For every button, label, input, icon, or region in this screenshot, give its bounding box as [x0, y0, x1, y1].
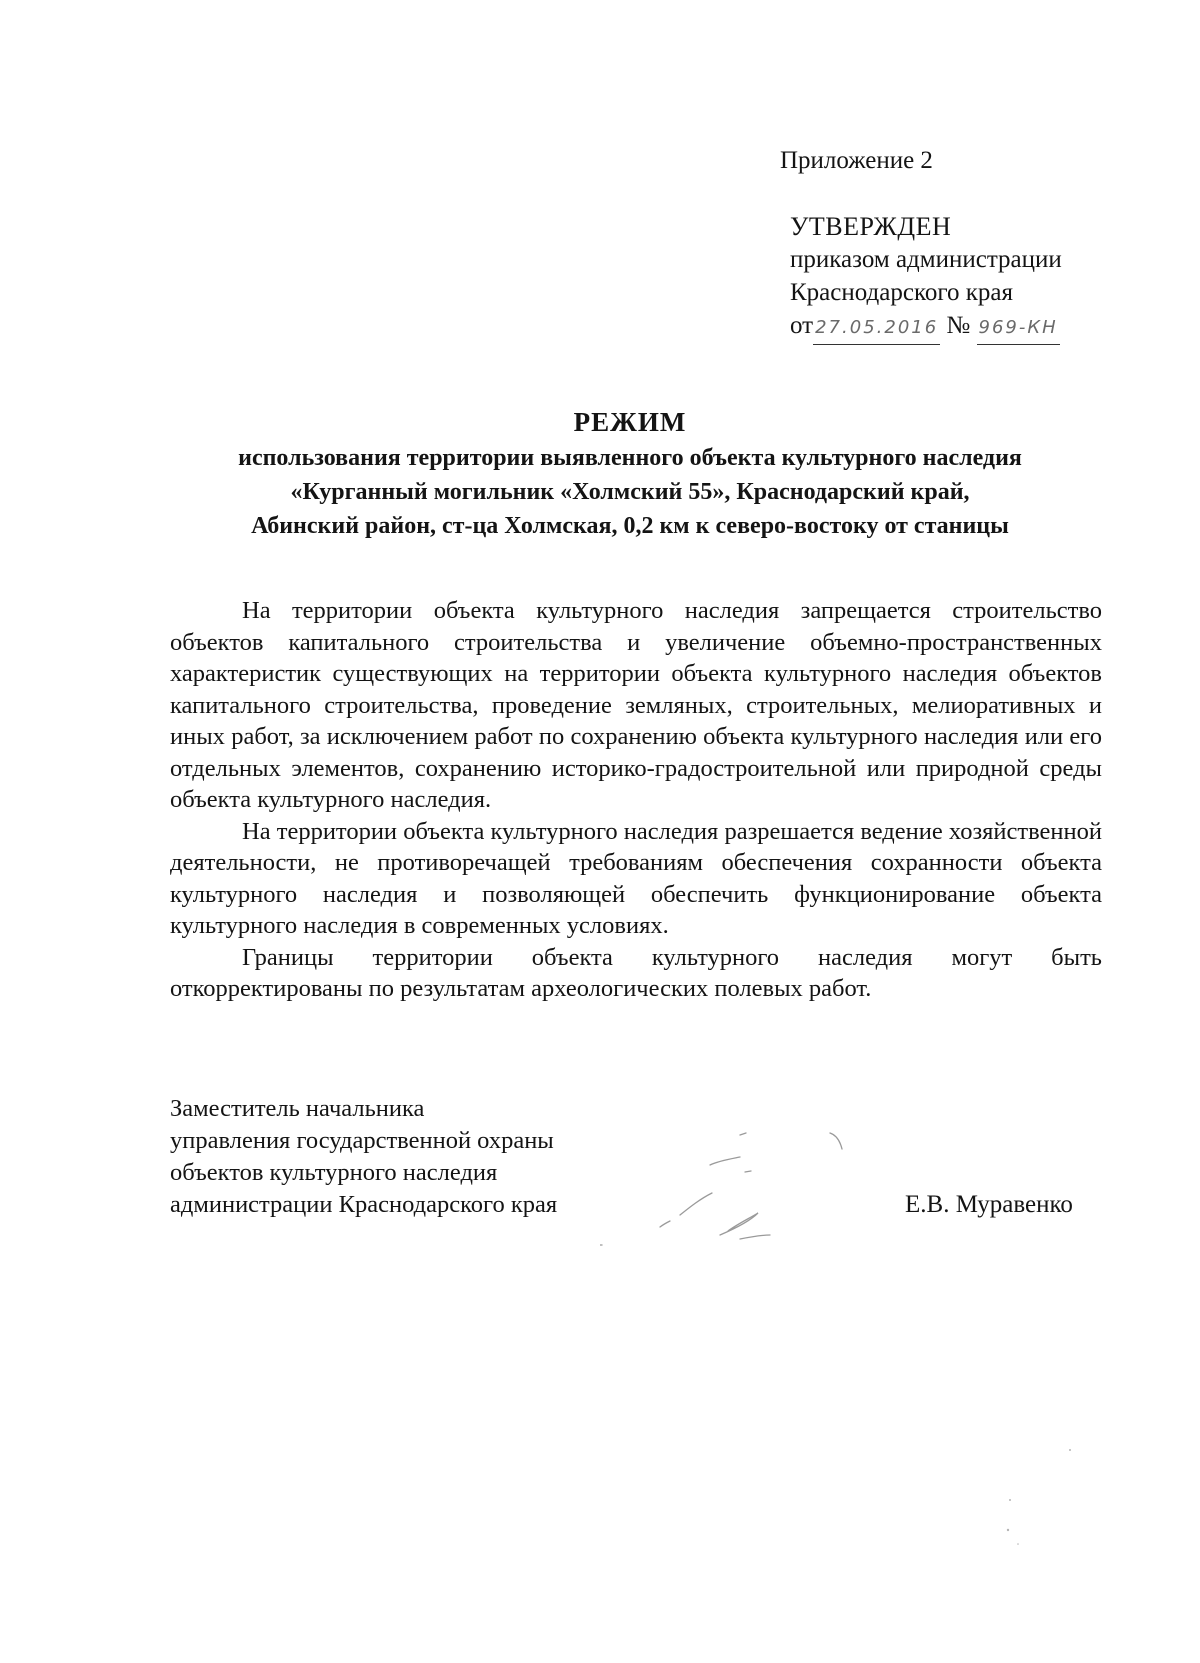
date-prefix: от	[790, 312, 814, 339]
title-line-2: «Курганный могильник «Холмский 55», Краснодарский край,	[290, 479, 970, 505]
document-body	[170, 595, 1102, 1005]
approval-line-2: Краснодарского края	[790, 279, 1013, 306]
body-paragraph-2: На территории объекта культурного наследия разрешается ведение хозяйственной деятельности, не противоречащей требованиям обеспечения сохранности объекта культурного наследия и позволяющей обеспечить функционирование объекта культурного наследия в современных условиях.	[170, 817, 1102, 939]
position-line-1: Заместитель начальника	[170, 1095, 425, 1122]
approval-stamp-block	[790, 210, 1062, 345]
position-line-3: объектов культурного наследия	[170, 1159, 498, 1186]
appendix-label: Приложение 2	[780, 147, 933, 174]
number-prefix: №	[946, 312, 971, 339]
body-paragraph-3: Границы территории объекта культурного наследия могут быть откорректированы по результатам археологических полевых работ.	[170, 943, 1102, 1002]
scan-noise-specks	[990, 1440, 1140, 1560]
order-date-number-line	[790, 309, 1062, 345]
handwritten-signature	[600, 1125, 920, 1255]
approval-line-1: приказом администрации	[790, 246, 1062, 273]
position-line-4: администрации Краснодарского края	[170, 1191, 558, 1218]
order-date-handwritten: 27.05.2016	[813, 311, 940, 345]
body-paragraph-1: На территории объекта культурного наследия запрещается строительство объектов капитального строительства и увеличение объемно-пространственных характеристик существующих на территории объекта культурного наследия объектов капитального строительства, проведение земляных, строительных, мелиоративных и иных работ, за исключением работ по сохранению объекта культурного наследия или его отдельных элементов, сохранению историко-градостроительной или природной среды объекта культурного наследия.	[170, 597, 1102, 813]
title-line-3: Абинский район, ст-ца Холмская, 0,2 км к северо-востоку от станицы	[251, 513, 1009, 539]
signatory-position	[170, 1093, 557, 1221]
approved-heading: УТВЕРЖДЕН	[790, 212, 952, 241]
title-line-1: использования территории выявленного объекта культурного наследия	[238, 445, 1022, 471]
document-title: РЕЖИМ	[573, 407, 687, 437]
signatory-name: Е.В. Муравенко	[905, 1191, 1073, 1218]
document-title-block	[160, 405, 1100, 543]
position-line-2: управления государственной охраны	[170, 1127, 554, 1154]
order-number-handwritten: 969-КН	[977, 311, 1060, 345]
